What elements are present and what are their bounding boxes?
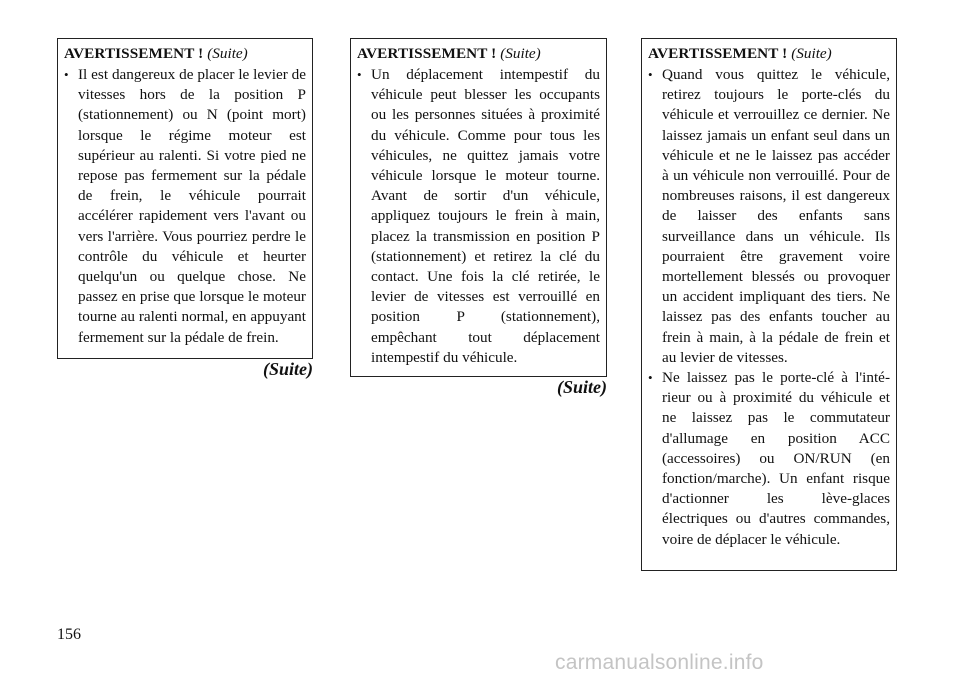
warning-heading — [64, 45, 306, 63]
warning-list — [648, 65, 890, 550]
warning-title: AVERTISSEMENT ! — [648, 45, 788, 62]
bullet-icon: • — [648, 370, 653, 386]
continues-label: (Suite) — [262, 359, 313, 379]
warning-bullet — [648, 65, 890, 368]
warning-text: Ne laissez pas le porte-clé à l'intérieur ou à proximité du véhicule et ne laissez pas le commutateur d'allumage en position ACC (accessoires) ou ON/RUN (en fonction/marche). Un enfant risque d'actionner les lève-glaces électriques ou d'autres commandes, voire de déplacer le véhicule. — [662, 369, 890, 548]
warning-text: Il est dangereux de placer le levier de vitesses hors de la position P (stationnement) ou N (point mort) lorsque le régime moteur est supérieur au ralenti. Si votre pied ne repose pas fermement sur la pédale de frein, le véhicule pourrait accélérer rapidement vers l'avant ou vers l'arrière. Vous pourriez perdre le contrôle du véhicule et heurter quelqu'un ou quelque chose. Ne passez en prise que lorsque le moteur tourne au ralenti normal, en appuyant fermement sur la pédale de frein. — [78, 66, 306, 346]
warning-box-3 — [641, 38, 897, 571]
bullet-icon: • — [357, 67, 362, 82]
warning-heading — [648, 45, 890, 63]
warning-text: Un déplacement intempestif du véhicule peut blesser les occupants ou les personnes situées à proximité du véhicule. Comme pour tous les véhicules, ne quittez jamais votre véhicule lorsque le moteur tourne. Avant de sortir d'un véhicule, appliquez toujours le frein à main, placez la transmission en position P (stationnement) et retirez la clé du contact. Une fois la clé retirée, le levier de vitesses est verrouillé en position P (stationnement), empêchant tout déplacement intempestif du véhicule. — [371, 66, 600, 366]
bullet-icon: • — [64, 67, 69, 82]
continued-label: (Suite) — [791, 45, 832, 62]
continued-label: (Suite) — [207, 45, 248, 62]
warning-text: Quand vous quittez le véhicule, retirez toujours le porte-clés du véhicule et verrouillez ce dernier. Ne laissez jamais un enfant seul dans un véhicule et ne le laissez pas accéder à un véhicule non verrouillé. Pour de nombreuses raisons, il est dangereux de laisser des enfants sans surveillance dans un véhicule. Ils pourraient être gravement voire mortellement blessés ou provoquer un accident impliquant des tiers. Ne laissez pas des enfants toucher au frein à main, à la pédale de frein et au levier de vitesses. — [662, 66, 890, 366]
page-number: 156 — [57, 626, 81, 643]
warning-box-1 — [57, 38, 313, 359]
continues-label: (Suite) — [556, 377, 607, 397]
warning-title: AVERTISSEMENT ! — [357, 45, 497, 62]
warning-bullet — [357, 65, 600, 368]
warning-box-2 — [350, 38, 607, 377]
watermark: carmanualsonline.info — [555, 651, 764, 674]
warning-heading — [357, 45, 600, 63]
warning-list — [357, 65, 600, 368]
continued-label: (Suite) — [500, 45, 541, 62]
warning-title: AVERTISSEMENT ! — [64, 45, 204, 62]
warning-list — [64, 65, 306, 348]
warning-bullet — [64, 65, 306, 348]
bullet-icon: • — [648, 67, 653, 82]
warning-bullet — [648, 368, 890, 550]
